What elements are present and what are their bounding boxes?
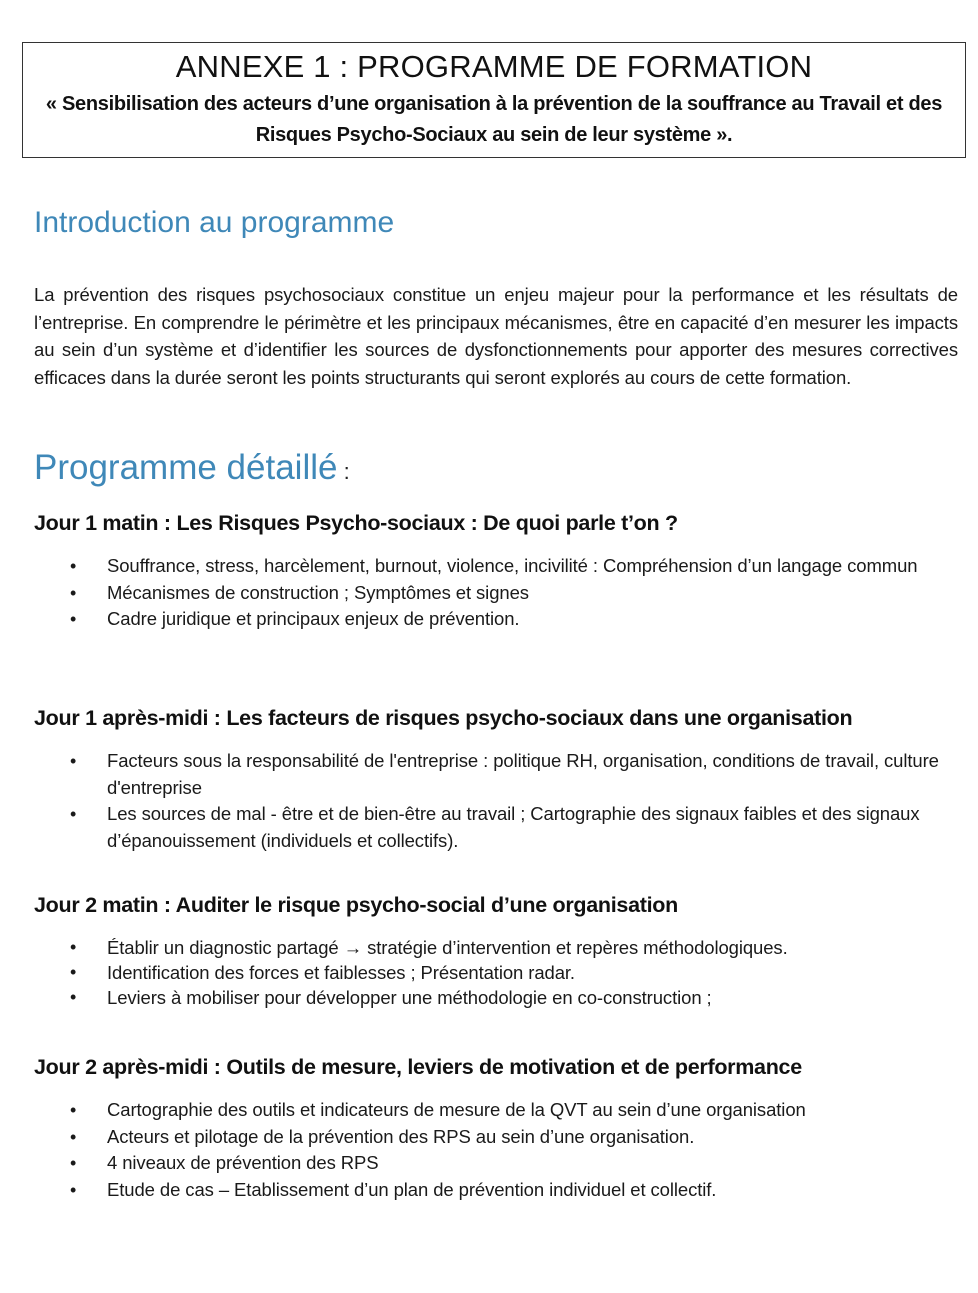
list-item xyxy=(34,748,964,801)
day-1-morning-section xyxy=(34,511,964,633)
day-1-afternoon-title: Jour 1 après-midi : Les facteurs de risques psycho-sociaux dans une organisation xyxy=(34,706,853,730)
day-1-morning-title: Jour 1 matin : Les Risques Psycho-sociaux : De quoi parle t’on ? xyxy=(34,511,678,535)
introduction-heading: Introduction au programme xyxy=(34,206,395,239)
list-item xyxy=(34,801,964,854)
bullet-icon: • xyxy=(70,804,77,824)
list-item-text: Identification des forces et faiblesses ; Présentation radar. xyxy=(107,962,575,983)
bullet-icon: • xyxy=(70,1100,77,1120)
list-item-text: Les sources de mal - être et de bien-être au travail ; Cartographie des signaux faibles et des signaux d’épanouissement (individuels et collectifs). xyxy=(107,803,920,851)
list-item xyxy=(34,606,964,633)
list-item-text: 4 niveaux de prévention des RPS xyxy=(107,1152,379,1173)
bullet-icon: • xyxy=(70,556,77,576)
list-item-text: Établir un diagnostic partagé → stratégie d’intervention et repères méthodologiques. xyxy=(107,937,788,958)
document-subtitle: « Sensibilisation des acteurs d’une organisation à la prévention de la souffrance au Travail et des Risques Psycho-Sociaux au sein de leur système ». xyxy=(45,93,943,146)
list-item-text: Acteurs et pilotage de la prévention des RPS au sein d’une organisation. xyxy=(107,1125,695,1147)
list-item-text: Leviers à mobiliser pour développer une méthodologie en co-construction ; xyxy=(107,987,712,1008)
list-item xyxy=(34,1097,964,1124)
list-item-text: Facteurs sous la responsabilité de l'entreprise : politique RH, organisation, conditions de travail, culture d'entreprise xyxy=(107,750,939,798)
list-item-text: Souffrance, stress, harcèlement, burnout, violence, incivilité : Compréhension d’un langage commun xyxy=(107,555,918,576)
bullet-icon: • xyxy=(70,582,77,603)
bullet-icon: • xyxy=(70,1153,77,1173)
list-item xyxy=(34,985,964,1010)
day-1-afternoon-section xyxy=(34,706,964,854)
bullet-icon: • xyxy=(70,962,77,982)
programme-heading-colon: : xyxy=(337,459,350,484)
title-box xyxy=(22,42,966,158)
day-2-afternoon-title: Jour 2 après-midi : Outils de mesure, leviers de motivation et de performance xyxy=(34,1055,802,1079)
programme-heading xyxy=(34,448,350,488)
list-item-text: Cadre juridique et principaux enjeux de prévention. xyxy=(107,608,520,629)
list-item xyxy=(34,960,964,985)
list-item-text: Cartographie des outils et indicateurs de mesure de la QVT au sein d’une organisation xyxy=(107,1099,806,1120)
list-item xyxy=(34,935,964,960)
day-2-morning-section xyxy=(34,893,964,1010)
list-item-text: Etude de cas – Etablissement d’un plan de prévention individuel et collectif. xyxy=(107,1178,717,1200)
list-item xyxy=(34,580,964,607)
bullet-icon: • xyxy=(70,987,77,1007)
bullet-icon: • xyxy=(70,1126,77,1147)
day-2-morning-title: Jour 2 matin : Auditer le risque psycho-social d’une organisation xyxy=(34,893,678,917)
list-item xyxy=(34,1124,964,1151)
day-1-afternoon-list xyxy=(34,748,964,854)
day-2-morning-list xyxy=(34,935,964,1010)
list-item-text: Mécanismes de construction ; Symptômes et signes xyxy=(107,581,529,603)
list-item xyxy=(34,553,964,580)
document-title: ANNEXE 1 : PROGRAMME DE FORMATION xyxy=(175,49,813,84)
day-2-afternoon-list xyxy=(34,1097,964,1203)
bullet-icon: • xyxy=(70,751,77,771)
list-item xyxy=(34,1177,964,1204)
day-1-morning-list xyxy=(34,553,964,633)
introduction-paragraph: La prévention des risques psychosociaux constitue un enjeu majeur pour la performance et les résultats de l’entreprise. En comprendre le périmètre et les principaux mécanismes, être en capacité d’en mesurer les impacts au sein d’un système et d’identifier les sources de dysfonctionnements pour apporter des mesures correctives efficaces dans la durée seront les points structurants qui seront explorés au cours de cette formation. xyxy=(34,284,958,388)
day-2-afternoon-section xyxy=(34,1055,964,1203)
list-item xyxy=(34,1150,964,1177)
programme-heading-text: Programme détaillé xyxy=(34,448,338,487)
bullet-icon: • xyxy=(70,609,77,629)
bullet-icon: • xyxy=(70,937,77,957)
bullet-icon: • xyxy=(70,1179,77,1200)
